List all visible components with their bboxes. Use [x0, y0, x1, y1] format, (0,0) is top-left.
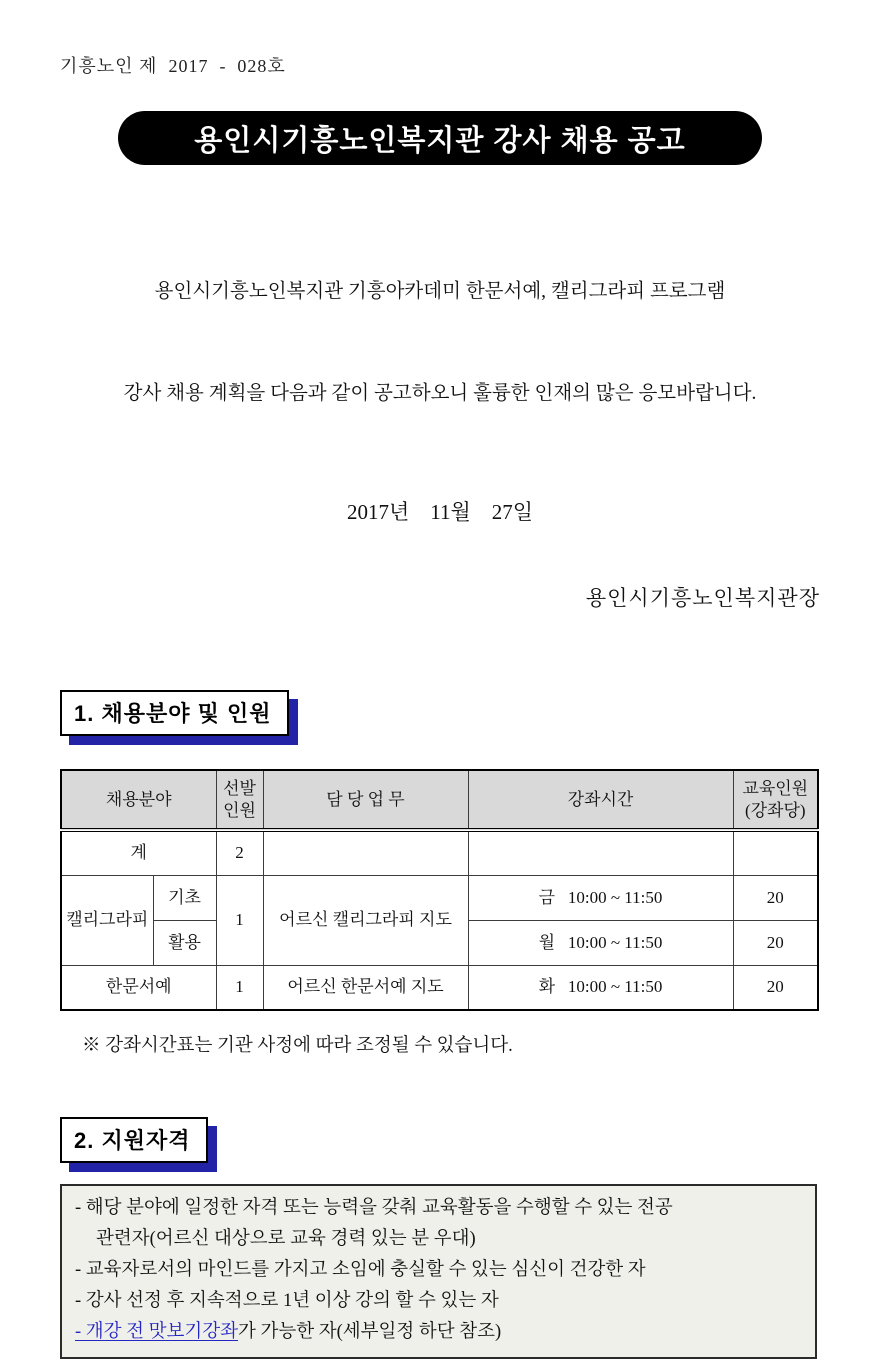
qualification-item-2: - 교육자로서의 마인드를 가지고 소임에 충실할 수 있는 심신이 건강한 자 — [75, 1260, 646, 1280]
title-banner — [118, 111, 762, 165]
qualification-item-1-line-1: - 해당 분야에 일정한 자격 또는 능력을 갖춰 교육활동을 수행할 수 있는 전공 — [75, 1198, 673, 1218]
total-duty — [263, 830, 468, 875]
intro-paragraph — [60, 207, 820, 479]
signature: 용인시기흥노인복지관장 — [585, 586, 820, 610]
qualification-item-1-line-2: 관련자(어르신 대상으로 교육 경력 있는 분 우대) — [96, 1229, 476, 1249]
section-1 — [60, 690, 820, 736]
table-row-hanmun — [61, 965, 818, 1010]
trial-lecture-highlight: - 개강 전 맛보기강좌 — [75, 1322, 239, 1342]
total-capacity — [733, 830, 818, 875]
header-capacity-line1: 교육인원 — [742, 778, 809, 798]
header-duty: 담 당 업 무 — [263, 770, 468, 830]
total-field: 계 — [61, 830, 216, 875]
qualification-item-4-rest: 가 가능한 자(세부일정 하단 참조) — [238, 1322, 502, 1342]
intro-line-2: 강사 채용 계획을 다음과 같이 공고하오니 훌륭한 인재의 많은 응모바랍니다. — [123, 383, 757, 404]
section-2 — [60, 1117, 820, 1163]
announcement-date: 2017년 11월 27일 — [346, 500, 534, 524]
hanmun-field: 한문서예 — [61, 965, 216, 1010]
hanmun-time: 화 10:00 ~ 11:50 — [468, 965, 733, 1010]
doc-number: 기흥노인 제 2017 - 028호 — [60, 56, 286, 76]
hanmun-capacity: 20 — [733, 965, 818, 1010]
table-header-row — [61, 770, 818, 830]
recruitment-table — [60, 769, 819, 1011]
hanmun-count: 1 — [216, 965, 263, 1010]
calligraphy-capacity-advanced: 20 — [733, 920, 818, 965]
header-count-line1: 선발 — [223, 778, 256, 798]
total-time — [468, 830, 733, 875]
calligraphy-sub-advanced: 활용 — [153, 920, 216, 965]
calligraphy-field: 캘리그라피 — [61, 875, 153, 965]
intro-line-1: 용인시기흥노인복지관 기흥아카데미 한문서예, 캘리그라피 프로그램 — [154, 281, 726, 302]
calligraphy-count: 1 — [216, 875, 263, 965]
calligraphy-capacity-basic: 20 — [733, 875, 818, 920]
hanmun-duty: 어르신 한문서예 지도 — [263, 965, 468, 1010]
qualification-item-3: - 강사 선정 후 지속적으로 1년 이상 강의 할 수 있는 자 — [75, 1291, 499, 1311]
calligraphy-time-basic: 금 10:00 ~ 11:50 — [468, 875, 733, 920]
header-count — [216, 770, 263, 830]
qualifications-box — [60, 1184, 817, 1359]
calligraphy-time-advanced: 월 10:00 ~ 11:50 — [468, 920, 733, 965]
section-2-title: 2. 지원자격 — [60, 1117, 208, 1163]
page-title: 용인시기흥노인복지관 강사 채용 공고 — [194, 124, 686, 157]
header-count-line2: 인원 — [223, 800, 256, 820]
header-field: 채용분야 — [61, 770, 216, 830]
header-capacity — [733, 770, 818, 830]
header-time: 강좌시간 — [468, 770, 733, 830]
calligraphy-duty: 어르신 캘리그라피 지도 — [263, 875, 468, 965]
total-count: 2 — [216, 830, 263, 875]
table-note: ※ 강좌시간표는 기관 사정에 따라 조정될 수 있습니다. — [82, 1036, 513, 1056]
table-row-total — [61, 830, 818, 875]
section-1-title: 1. 채용분야 및 인원 — [60, 690, 289, 736]
header-capacity-line2: (강좌당) — [744, 800, 806, 820]
table-row-calligraphy-basic — [61, 875, 818, 920]
calligraphy-sub-basic: 기초 — [153, 875, 216, 920]
qualification-item-4 — [75, 1317, 803, 1348]
